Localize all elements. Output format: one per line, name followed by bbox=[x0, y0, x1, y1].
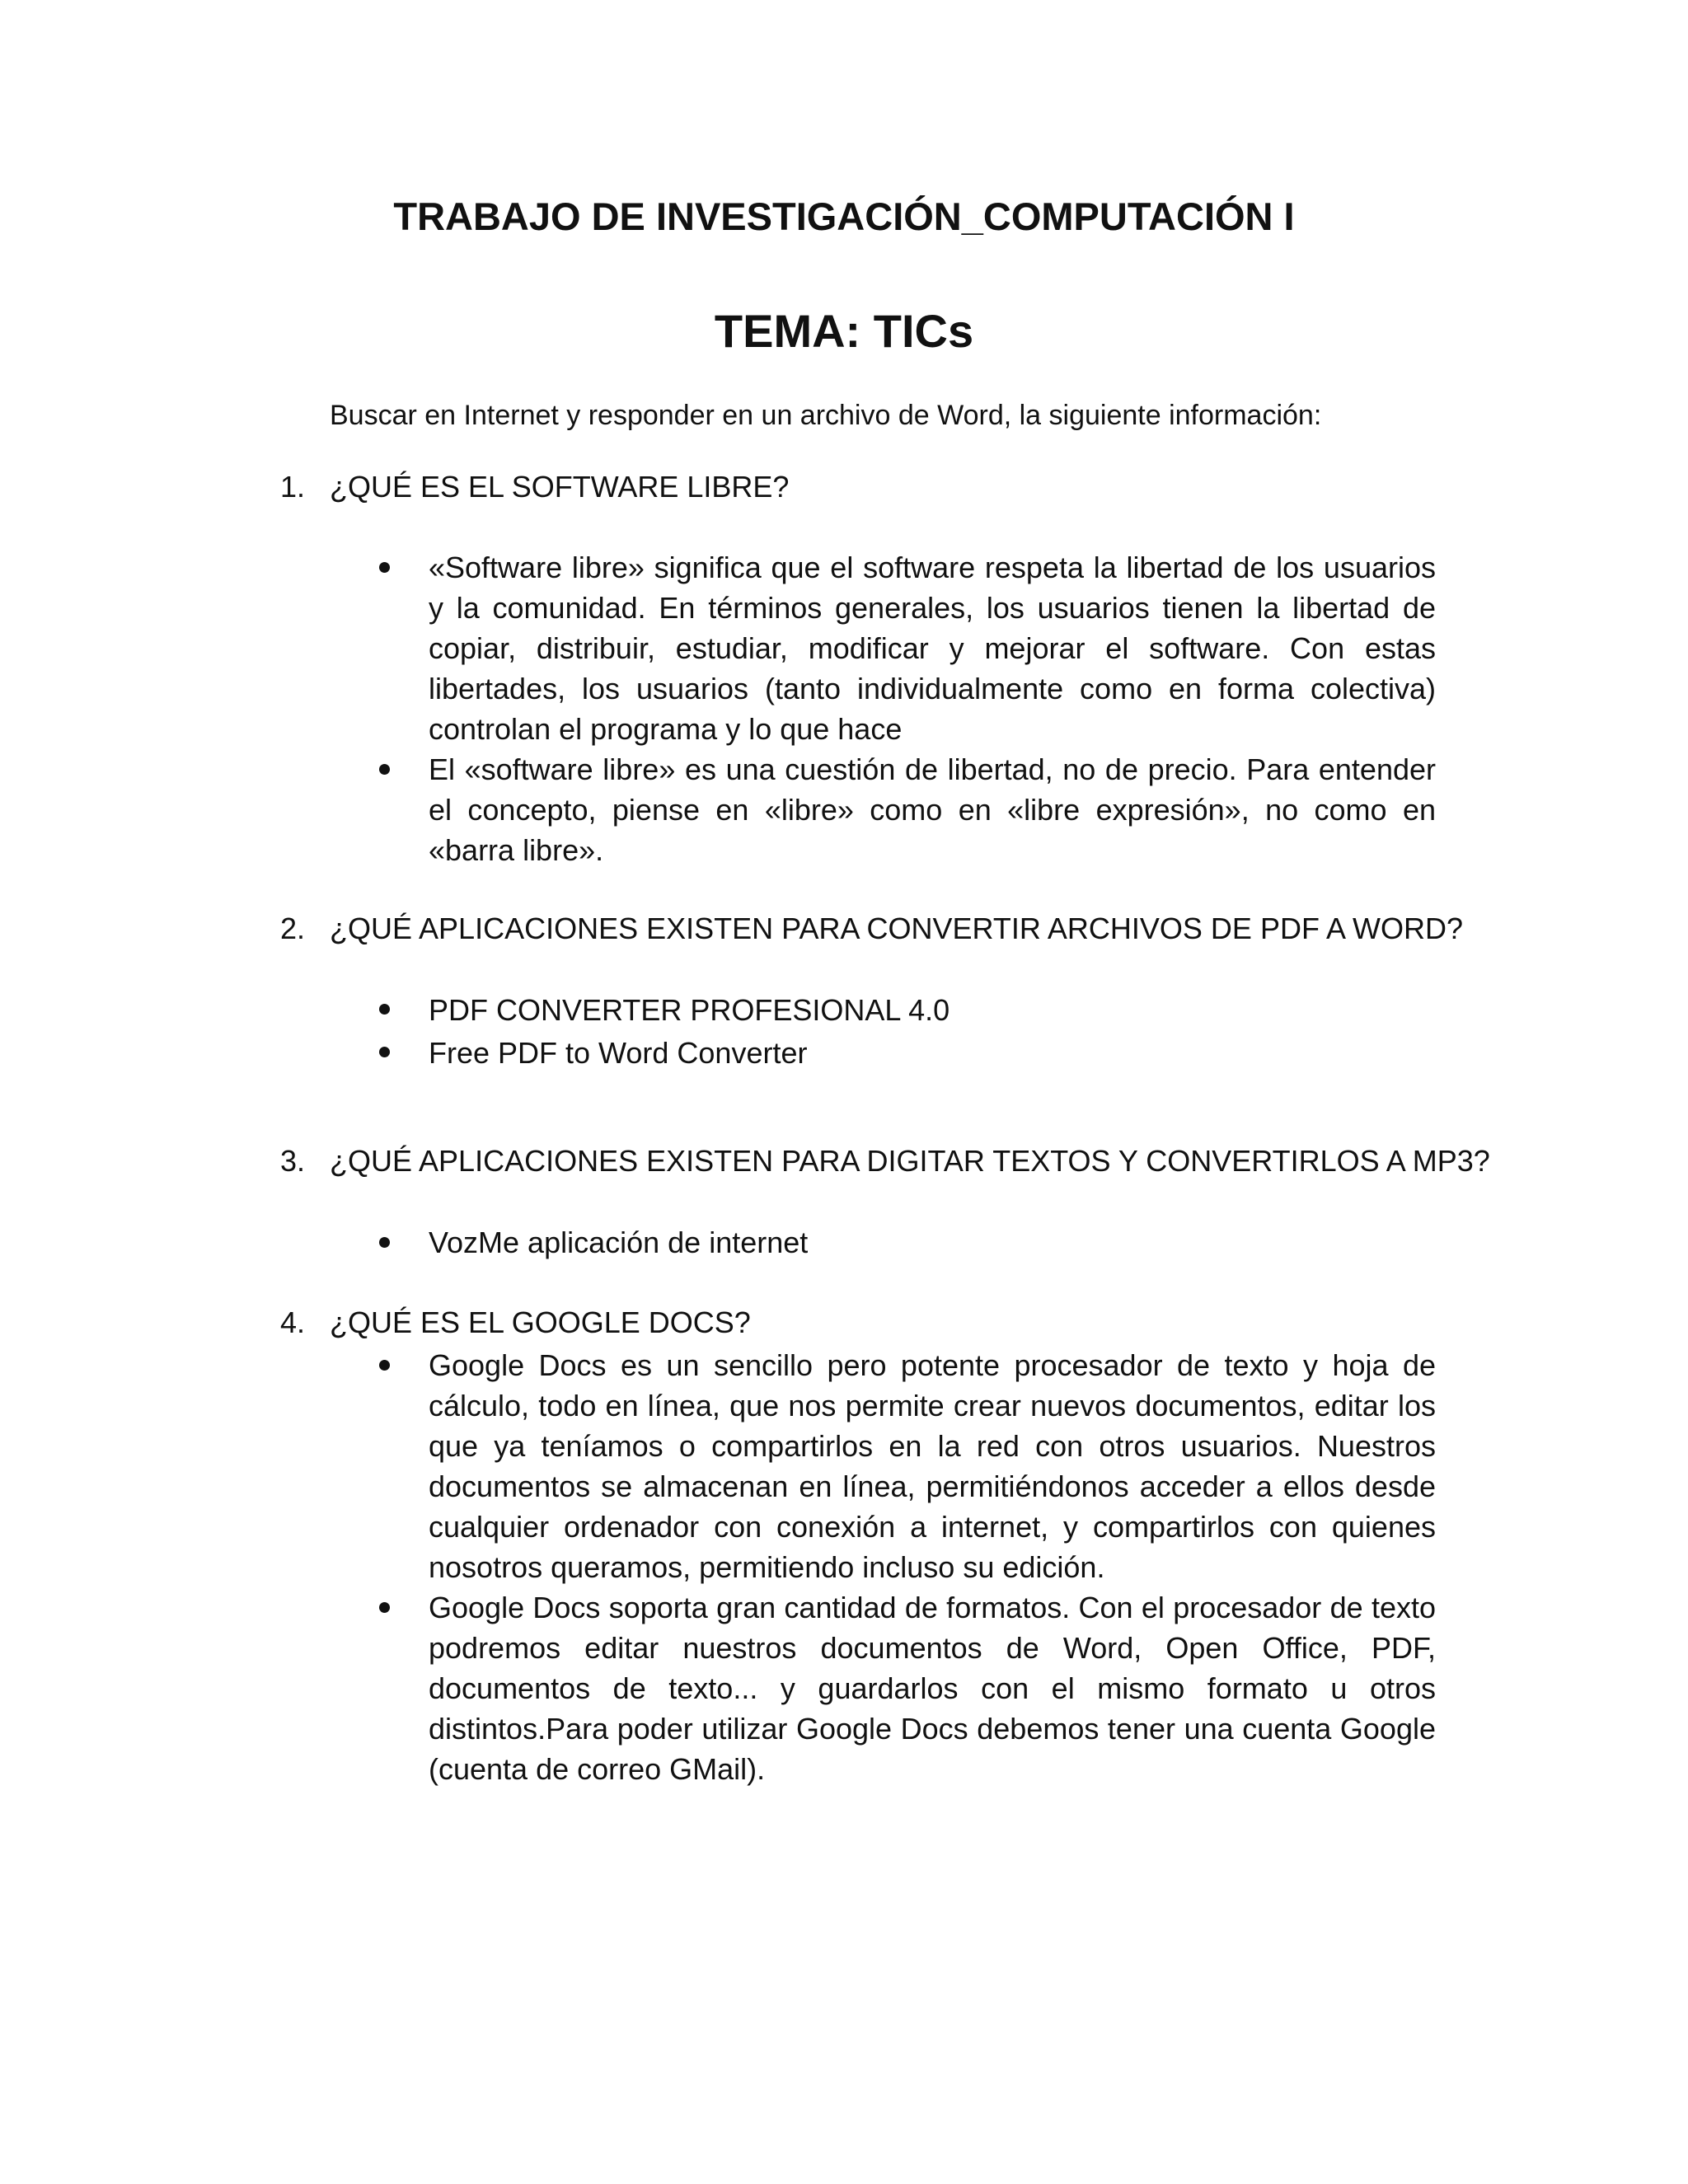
answer-list-3 bbox=[429, 1222, 1436, 1263]
list-item bbox=[429, 1587, 1436, 1789]
list-item bbox=[429, 989, 1436, 1032]
bullet-icon bbox=[379, 1602, 390, 1613]
list-item bbox=[429, 1222, 1436, 1263]
question-3 bbox=[280, 1142, 1490, 1181]
bullet-icon bbox=[379, 1004, 390, 1015]
list-item-text: «Software libre» significa que el software respeta la libertad de los usuarios y la comunidad. En términos generales, los usuarios tienen la libertad de copiar, distribuir, estudiar, modificar y mejorar el software. Con estas libertades, los usuarios (tanto individualmente como en forma colectiva) controlan el programa y lo que hace bbox=[429, 551, 1436, 746]
list-item bbox=[429, 1032, 1436, 1075]
list-item-text: Google Docs es un sencillo pero potente procesador de texto y hoja de cálculo, todo en línea, que nos permite crear nuevos documentos, editar los que ya teníamos o compartirlos en la red con otros usuarios. Nuestros documentos se almacenan en línea, permitiéndonos acceder a ellos desde cualquier ordenador con conexión a internet, y compartirlos con quienes nosotros queramos, permitiendo incluso su edición. bbox=[429, 1348, 1436, 1584]
answer-list-2 bbox=[429, 989, 1436, 1075]
list-item-text: Free PDF to Word Converter bbox=[429, 1036, 808, 1070]
intro-text: Buscar en Internet y responder en un archivo de Word, la siguiente información: bbox=[330, 400, 1322, 431]
list-item bbox=[429, 1345, 1436, 1587]
bullet-icon bbox=[379, 1237, 390, 1248]
bullet-icon bbox=[379, 764, 390, 775]
bullet-icon bbox=[379, 1360, 390, 1371]
list-item-text: VozMe aplicación de internet bbox=[429, 1226, 809, 1259]
answer-list-4 bbox=[429, 1345, 1436, 1789]
question-number: 1. bbox=[280, 470, 306, 504]
question-text: ¿QUÉ APLICACIONES EXISTEN PARA CONVERTIR ARCHIVOS DE PDF A WORD? bbox=[330, 912, 1463, 945]
list-item-text: PDF CONVERTER PROFESIONAL 4.0 bbox=[429, 993, 950, 1027]
question-number: 3. bbox=[280, 1144, 306, 1178]
list-item-text: Google Docs soporta gran cantidad de formatos. Con el procesador de texto podremos editar nuestros documentos de Word, Open Office, PDF, documentos de texto... y guardarlos con el mismo formato u otros distintos.Para poder utilizar Google Docs debemos tener una cuenta Google (cuenta de correo GMail). bbox=[429, 1591, 1436, 1786]
question-number: 4. bbox=[280, 1305, 306, 1339]
bullet-icon bbox=[379, 562, 390, 573]
question-text: ¿QUÉ APLICACIONES EXISTEN PARA DIGITAR TEXTOS Y CONVERTIRLOS A MP3? bbox=[330, 1144, 1490, 1178]
bullet-icon bbox=[379, 1047, 390, 1057]
question-text: ¿QUÉ ES EL GOOGLE DOCS? bbox=[330, 1305, 751, 1339]
document-title: TRABAJO DE INVESTIGACIÓN_COMPUTACIÓN I bbox=[393, 194, 1295, 238]
list-item bbox=[429, 547, 1436, 749]
question-4 bbox=[280, 1304, 751, 1343]
answer-list-1 bbox=[429, 547, 1436, 870]
question-2 bbox=[280, 910, 1463, 949]
question-1 bbox=[280, 468, 789, 507]
question-number: 2. bbox=[280, 912, 306, 945]
list-item-text: El «software libre» es una cuestión de libertad, no de precio. Para entender el concepto, piense en «libre» como en «libre expresión», no como en «barra libre». bbox=[429, 752, 1436, 867]
list-item bbox=[429, 749, 1436, 870]
document-subtitle: TEMA: TICs bbox=[714, 305, 974, 357]
question-text: ¿QUÉ ES EL SOFTWARE LIBRE? bbox=[330, 470, 790, 504]
